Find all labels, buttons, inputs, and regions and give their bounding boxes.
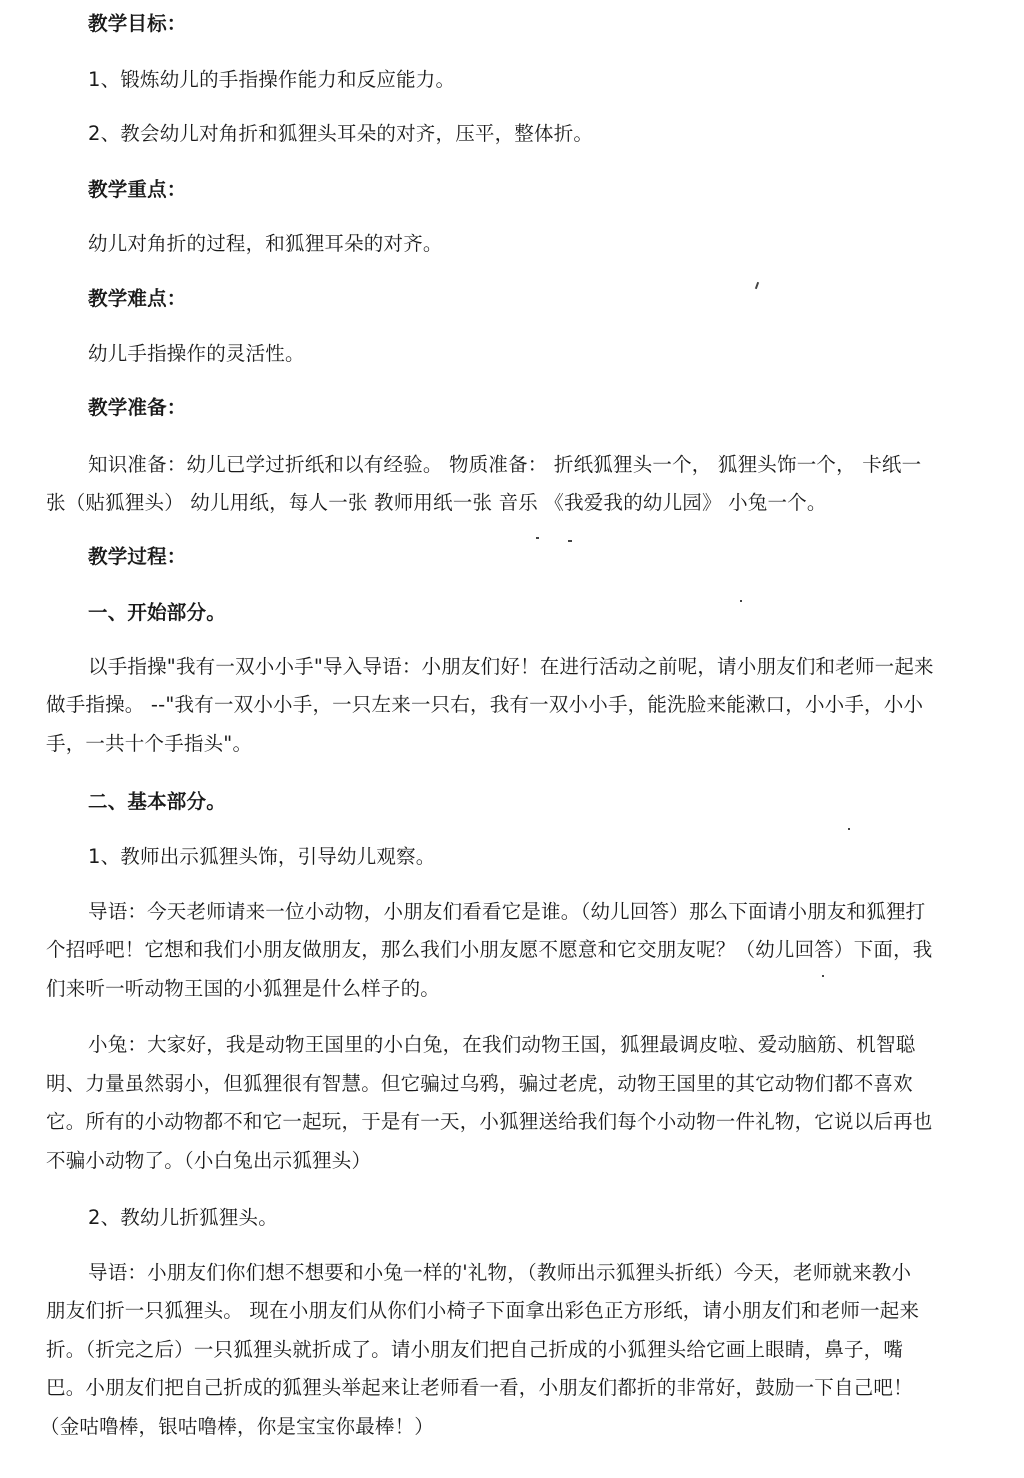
goals-heading: 教学目标： [88, 12, 187, 35]
part-2-heading: 二、基本部分。 [88, 790, 226, 813]
scan-speck [568, 540, 572, 542]
key-points-text: 幼儿对角折的过程，和狐狸耳朵的对齐。 [88, 232, 443, 255]
step-2-line: 朋友们折一只狐狸头。 现在小朋友们从你们小椅子下面拿出彩色正方形纸，请小朋友们和老师一起来 [46, 1299, 920, 1322]
scan-speck [536, 537, 539, 539]
rabbit-line: 小兔：大家好，我是动物王国里的小白兔，在我们动物王国，狐狸最调皮啦、爱动脑筋、机智聪 [88, 1033, 916, 1056]
part-1-line: 手，一共十个手指头"。 [46, 732, 253, 755]
scan-speck [755, 282, 759, 289]
step-2-line: （金咕噜棒，银咕噜棒，你是宝宝你最棒！） [40, 1415, 435, 1438]
scan-speck [740, 600, 742, 602]
step-1-line: 导语：今天老师请来一位小动物，小朋友们看看它是谁。（幼儿回答）那么下面请小朋友和狐狸打 [88, 900, 926, 923]
goal-1: 1、锻炼幼儿的手指操作能力和反应能力。 [88, 68, 456, 91]
rabbit-line: 不骗小动物了。（小白兔出示狐狸头） [46, 1149, 372, 1172]
step-2-line: 折。（折完之后）一只狐狸头就折成了。请小朋友们把自己折成的小狐狸头给它画上眼睛，鼻子，嘴 [46, 1338, 904, 1361]
step-1-line: 个招呼吧！它想和我们小朋友做朋友，那么我们小朋友愿不愿意和它交朋友呢？（幼儿回答）下面，我 [46, 938, 933, 961]
scan-speck [822, 975, 824, 977]
preparation-line: 知识准备：幼儿已学过折纸和以有经验。 物质准备： 折纸狐狸头一个， 狐狸头饰一个， 卡纸一 [88, 453, 922, 476]
step-2-line: 巴。小朋友们把自己折成的狐狸头举起来让老师看一看，小朋友们都折的非常好，鼓励一下自己吧！ [46, 1376, 913, 1399]
part-1-line: 以手指操"我有一双小小手"导入导语：小朋友们好！在进行活动之前呢，请小朋友们和老师一起来 [88, 655, 934, 678]
step-2-title: 2、教幼儿折狐狸头。 [88, 1206, 278, 1229]
scan-speck [848, 828, 850, 830]
preparation-line: 张（贴狐狸头） 幼儿用纸，每人一张 教师用纸一张 音乐 《我爱我的幼儿园》 小兔一个。 [46, 491, 827, 514]
preparation-heading: 教学准备： [88, 396, 187, 419]
step-1-line: 们来听一听动物王国的小狐狸是什么样子的。 [46, 977, 441, 1000]
part-1-line: 做手指操。 --"我有一双小小手，一只左来一只右，我有一双小小手，能洗脸来能漱口，小小手，小小 [46, 693, 924, 716]
difficulty-heading: 教学难点： [88, 287, 187, 310]
part-1-heading: 一、开始部分。 [88, 601, 226, 624]
difficulty-text: 幼儿手指操作的灵活性。 [88, 342, 305, 365]
rabbit-line: 明、力量虽然弱小，但狐狸很有智慧。但它骗过乌鸦，骗过老虎，动物王国里的其它动物们都不喜欢 [46, 1072, 913, 1095]
step-1-title: 1、教师出示狐狸头饰，引导幼儿观察。 [88, 845, 436, 868]
goal-2: 2、教会幼儿对角折和狐狸头耳朵的对齐，压平，整体折。 [88, 122, 594, 145]
key-points-heading: 教学重点： [88, 178, 187, 201]
process-heading: 教学过程： [88, 545, 187, 568]
rabbit-line: 它。所有的小动物都不和它一起玩，于是有一天，小狐狸送给我们每个小动物一件礼物，它说以后再也 [46, 1110, 933, 1133]
step-2-line: 导语：小朋友们你们想不想要和小兔一样的'礼物，（教师出示狐狸头折纸）今天，老师就来教小 [88, 1261, 912, 1284]
